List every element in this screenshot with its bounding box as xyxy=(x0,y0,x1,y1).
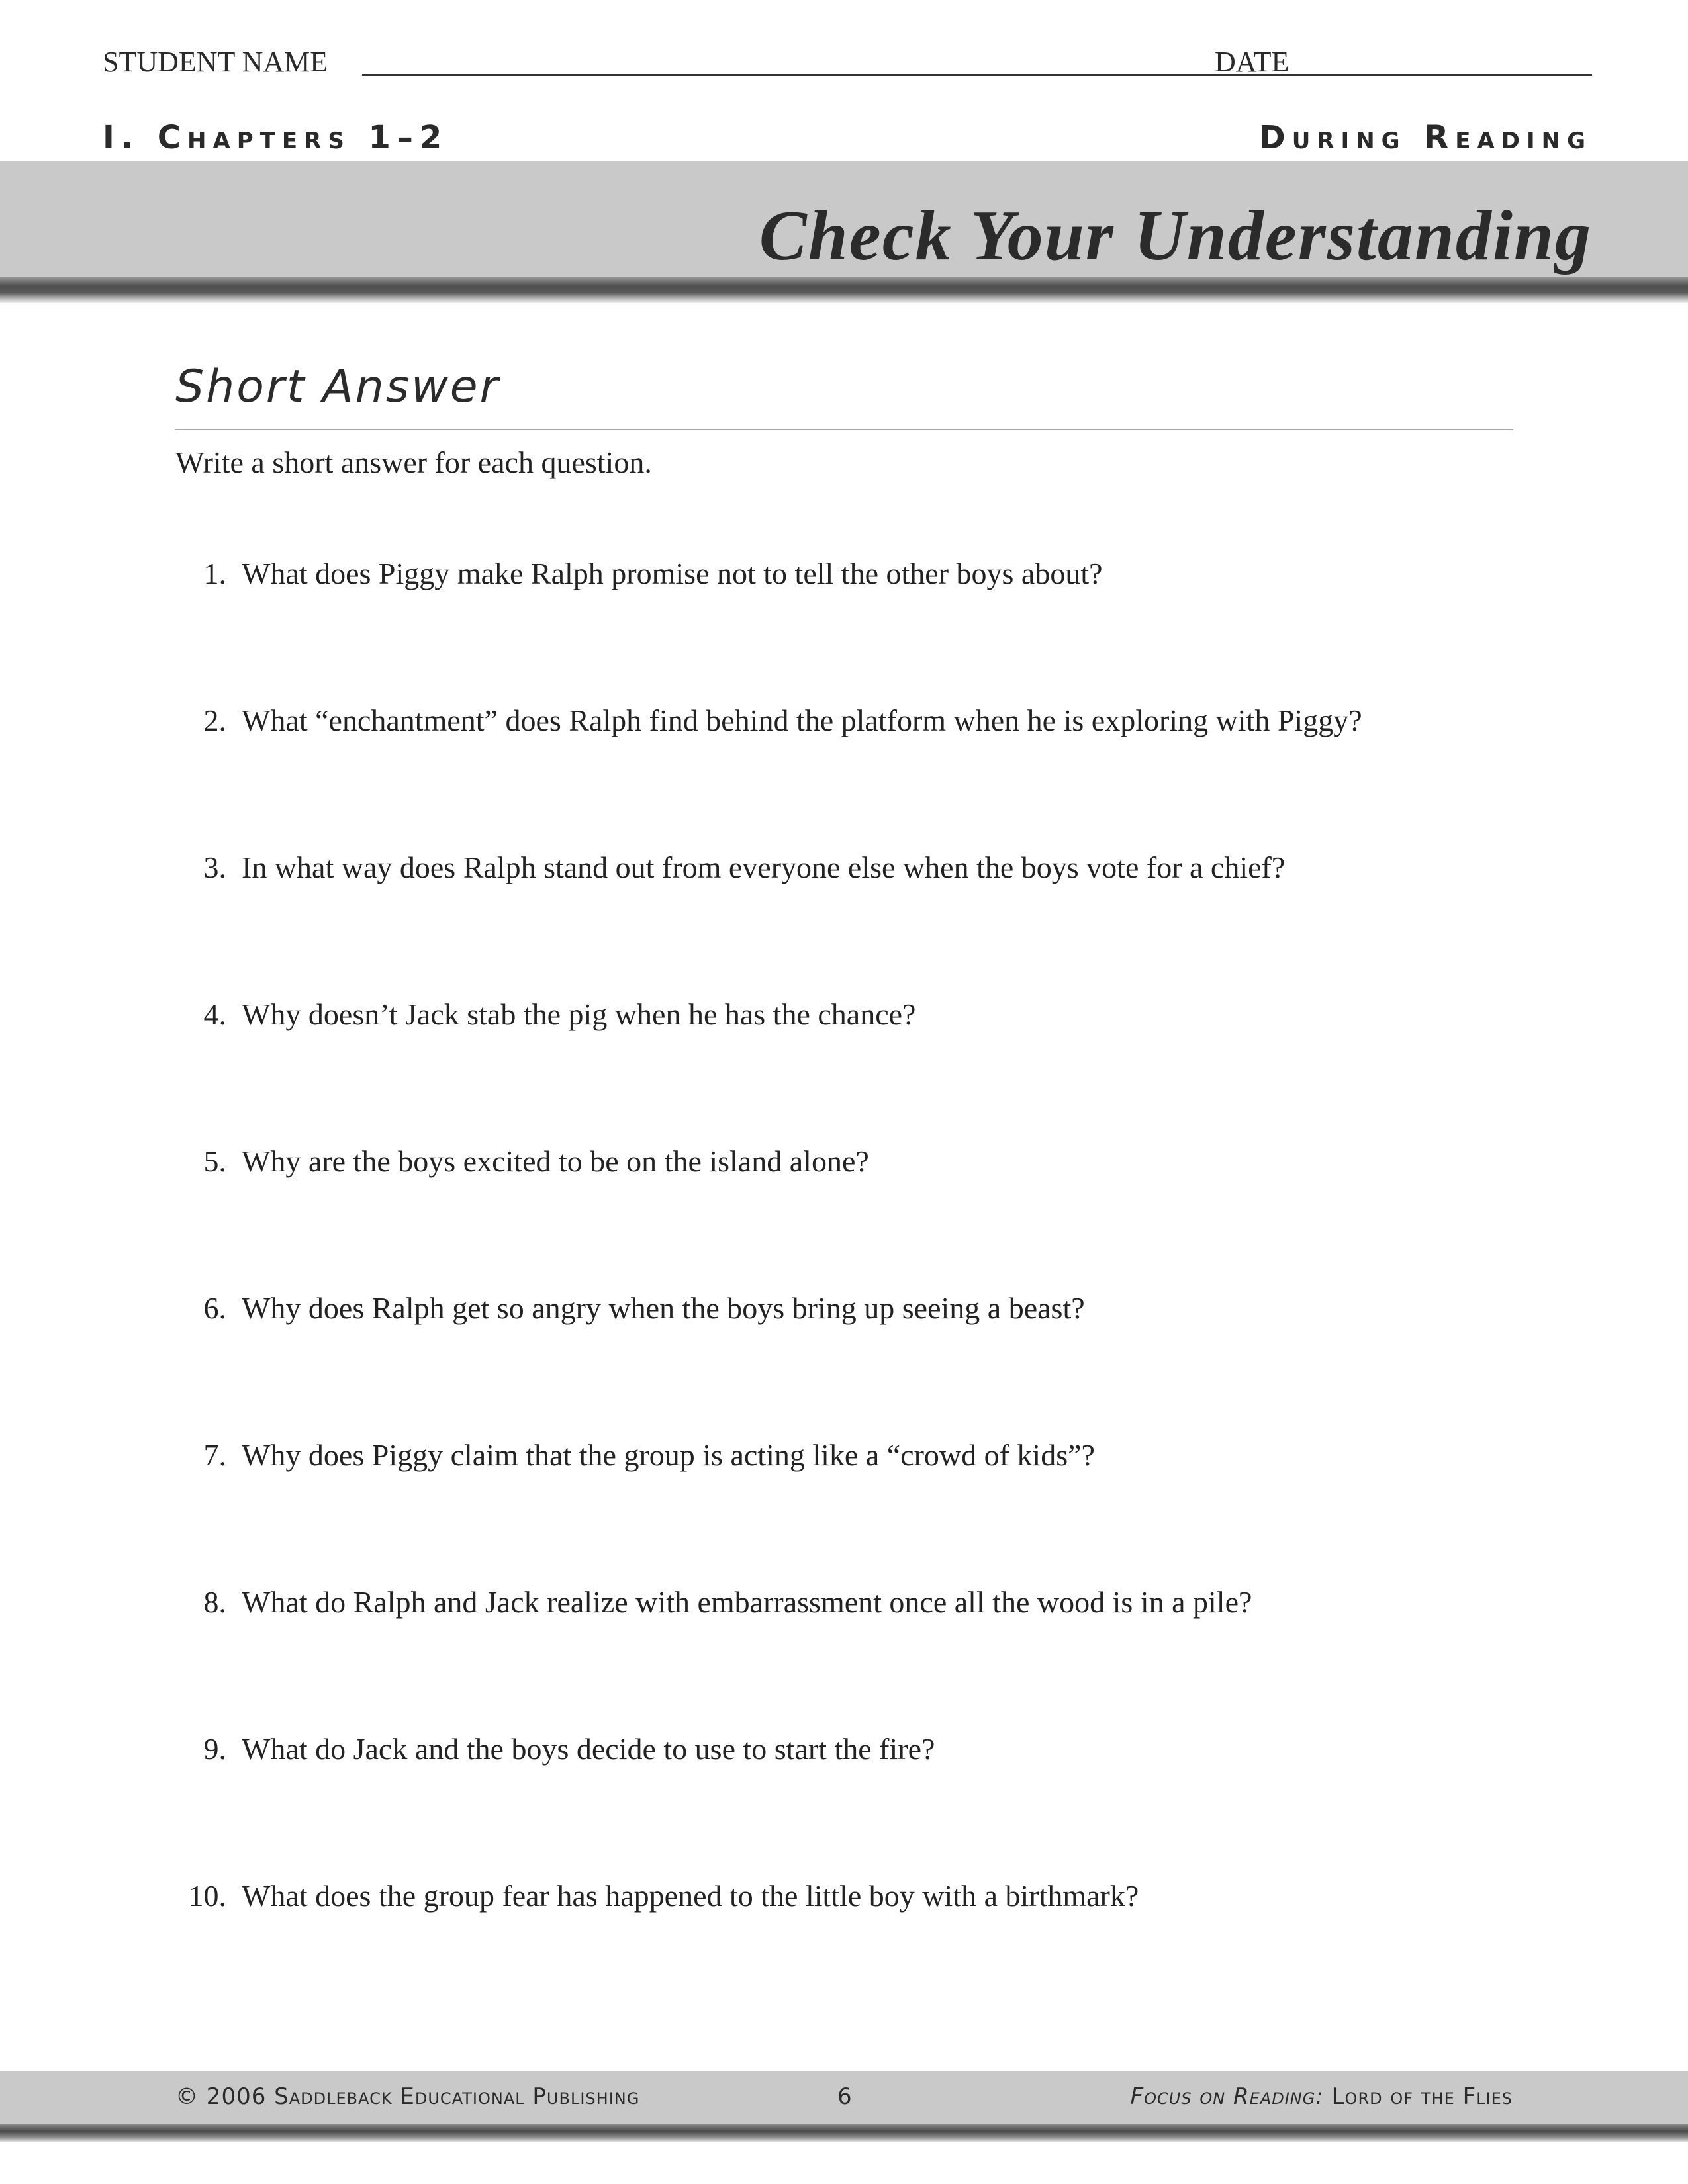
instructions: Write a short answer for each question. xyxy=(175,445,652,479)
banner-divider xyxy=(0,277,1688,303)
page-number: 6 xyxy=(837,2083,853,2110)
question-text: Why does Piggy claim that the group is acting like a “crowd of kids”? xyxy=(242,1438,1095,1472)
student-name-blank[interactable] xyxy=(362,74,1309,76)
question-text: What do Ralph and Jack realize with embarrassment once all the wood is in a pile? xyxy=(242,1585,1252,1619)
date-label: DATE xyxy=(1215,46,1289,78)
question-item xyxy=(0,1291,1688,1330)
question-item xyxy=(0,1878,1688,1918)
student-info-line xyxy=(103,41,1592,81)
section-line xyxy=(103,119,1592,159)
question-text: What does Piggy make Ralph promise not to tell the other boys about? xyxy=(242,557,1103,590)
question-text: In what way does Ralph stand out from everyone else when the boys vote for a chief? xyxy=(242,850,1286,884)
question-item xyxy=(0,1144,1688,1183)
heading-divider xyxy=(175,429,1513,430)
copyright-text: © 2006 Saddleback Educational Publishing xyxy=(175,2083,640,2110)
date-blank[interactable] xyxy=(1295,74,1592,76)
question-item xyxy=(0,1731,1688,1771)
question-text: What do Jack and the boys decide to use to start the fire? xyxy=(242,1732,935,1766)
question-item xyxy=(0,1437,1688,1477)
question-item xyxy=(0,997,1688,1036)
series-name: Focus on Reading: xyxy=(1130,2083,1324,2110)
question-number: 5. xyxy=(203,1144,226,1178)
chapter-label: I. Chapters 1–2 xyxy=(103,119,449,156)
question-number: 2. xyxy=(203,704,226,737)
during-reading-label: During Reading xyxy=(1258,119,1592,156)
question-text: Why doesn’t Jack stab the pig when he has the chance? xyxy=(242,997,916,1031)
book-reference xyxy=(1131,2083,1513,2110)
question-number: 9. xyxy=(203,1732,226,1766)
question-item xyxy=(0,556,1688,596)
book-title: Lord of the Flies xyxy=(1331,2083,1513,2110)
student-name-label: STUDENT NAME xyxy=(103,46,328,78)
question-item xyxy=(0,1584,1688,1624)
page-title: Check Your Understanding xyxy=(759,197,1592,275)
question-number: 1. xyxy=(203,557,226,590)
question-number: 6. xyxy=(203,1291,226,1325)
question-item xyxy=(0,703,1688,743)
question-number: 10. xyxy=(188,1879,226,1913)
page-footer xyxy=(0,2071,1688,2124)
question-text: Why are the boys excited to be on the island alone? xyxy=(242,1144,869,1178)
question-text: What does the group fear has happened to the little boy with a birthmark? xyxy=(242,1879,1139,1913)
footer-divider xyxy=(0,2124,1688,2142)
question-number: 8. xyxy=(203,1585,226,1619)
question-number: 3. xyxy=(203,850,226,884)
title-banner xyxy=(0,161,1688,277)
short-answer-heading: Short Answer xyxy=(175,361,500,413)
question-text: What “enchantment” does Ralph find behind the platform when he is exploring with Piggy? xyxy=(242,704,1362,737)
question-item xyxy=(0,850,1688,889)
question-number: 7. xyxy=(203,1438,226,1472)
question-text: Why does Ralph get so angry when the boys bring up seeing a beast? xyxy=(242,1291,1085,1325)
question-number: 4. xyxy=(203,997,226,1031)
